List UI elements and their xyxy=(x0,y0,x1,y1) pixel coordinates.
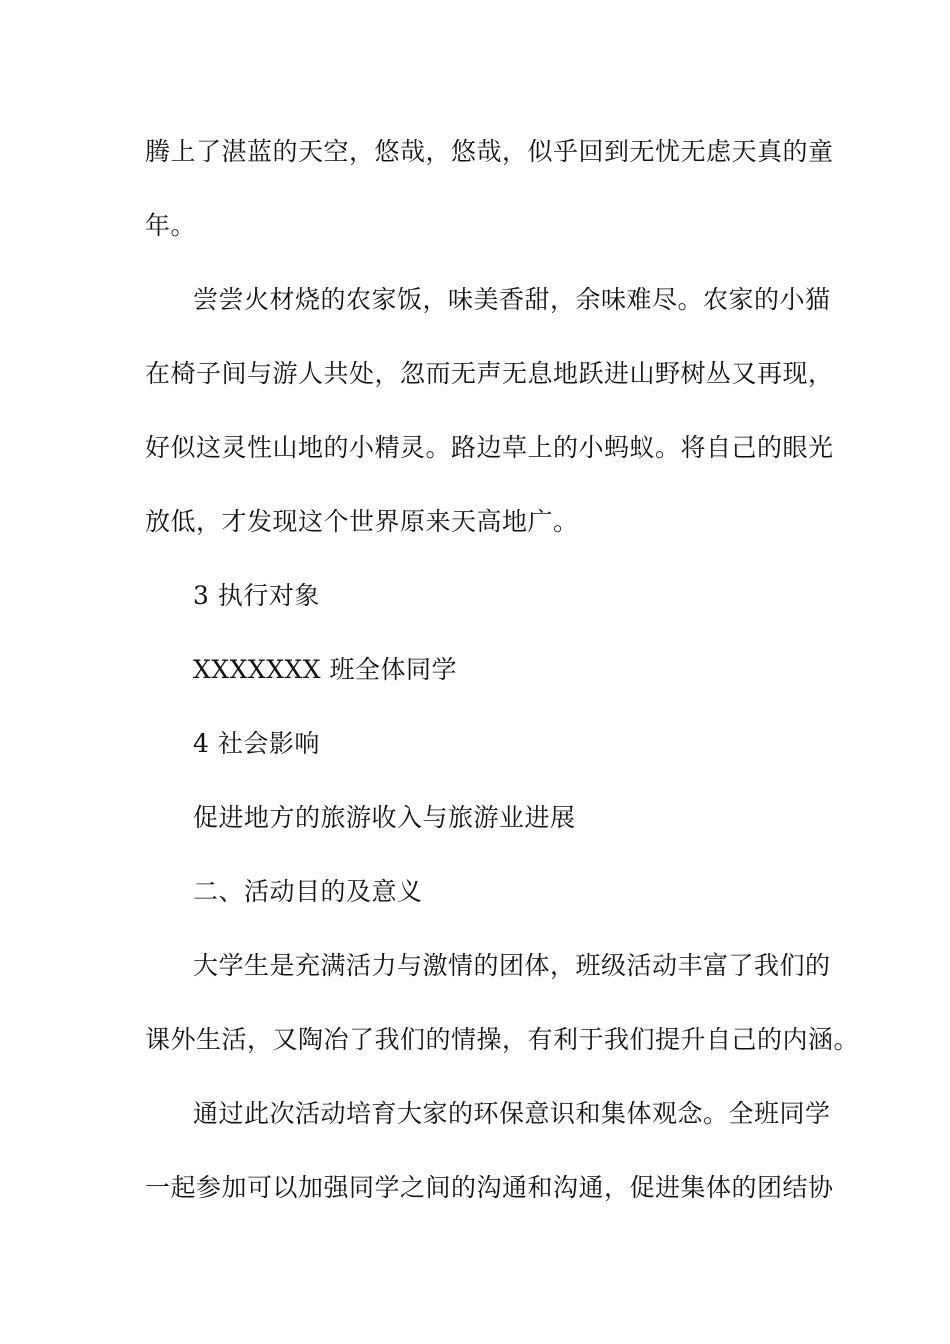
paragraph-line: 好似这灵性山地的小精灵。路边草上的小蚂蚁。将自己的眼光 xyxy=(145,433,834,462)
paragraph-line: 在椅子间与游人共处，忽而无声无息地跃进山野树丛又再现， xyxy=(145,359,834,388)
paragraph-line: 促进地方的旅游收入与旅游业进展 xyxy=(193,803,576,832)
paragraph-line: 尝尝火材烧的农家饭，味美香甜，余味难尽。农家的小猫 xyxy=(193,285,831,314)
paragraph-line: 课外生活，又陶冶了我们的情操，有利于我们提升自己的内涵。 xyxy=(145,1025,860,1054)
paragraph-line: XXXXXXX 班全体同学 xyxy=(193,655,458,684)
section-heading: 3 执行对象 xyxy=(193,581,320,610)
paragraph-line: 一起参加可以加强同学之间的沟通和沟通，促进集体的团结协 xyxy=(145,1173,834,1202)
paragraph-line: 年。 xyxy=(145,211,197,240)
paragraph-line: 大学生是充满活力与激情的团体，班级活动丰富了我们的 xyxy=(193,951,831,980)
section-heading: 二、活动目的及意义 xyxy=(193,877,423,906)
section-heading: 4 社会影响 xyxy=(193,729,320,758)
paragraph-line: 通过此次活动培育大家的环保意识和集体观念。全班同学 xyxy=(193,1099,831,1128)
paragraph-line: 腾上了湛蓝的天空，悠哉，悠哉，似乎回到无忧无虑天真的童 xyxy=(145,137,834,166)
paragraph-line: 放低，才发现这个世界原来天高地广。 xyxy=(145,507,579,536)
